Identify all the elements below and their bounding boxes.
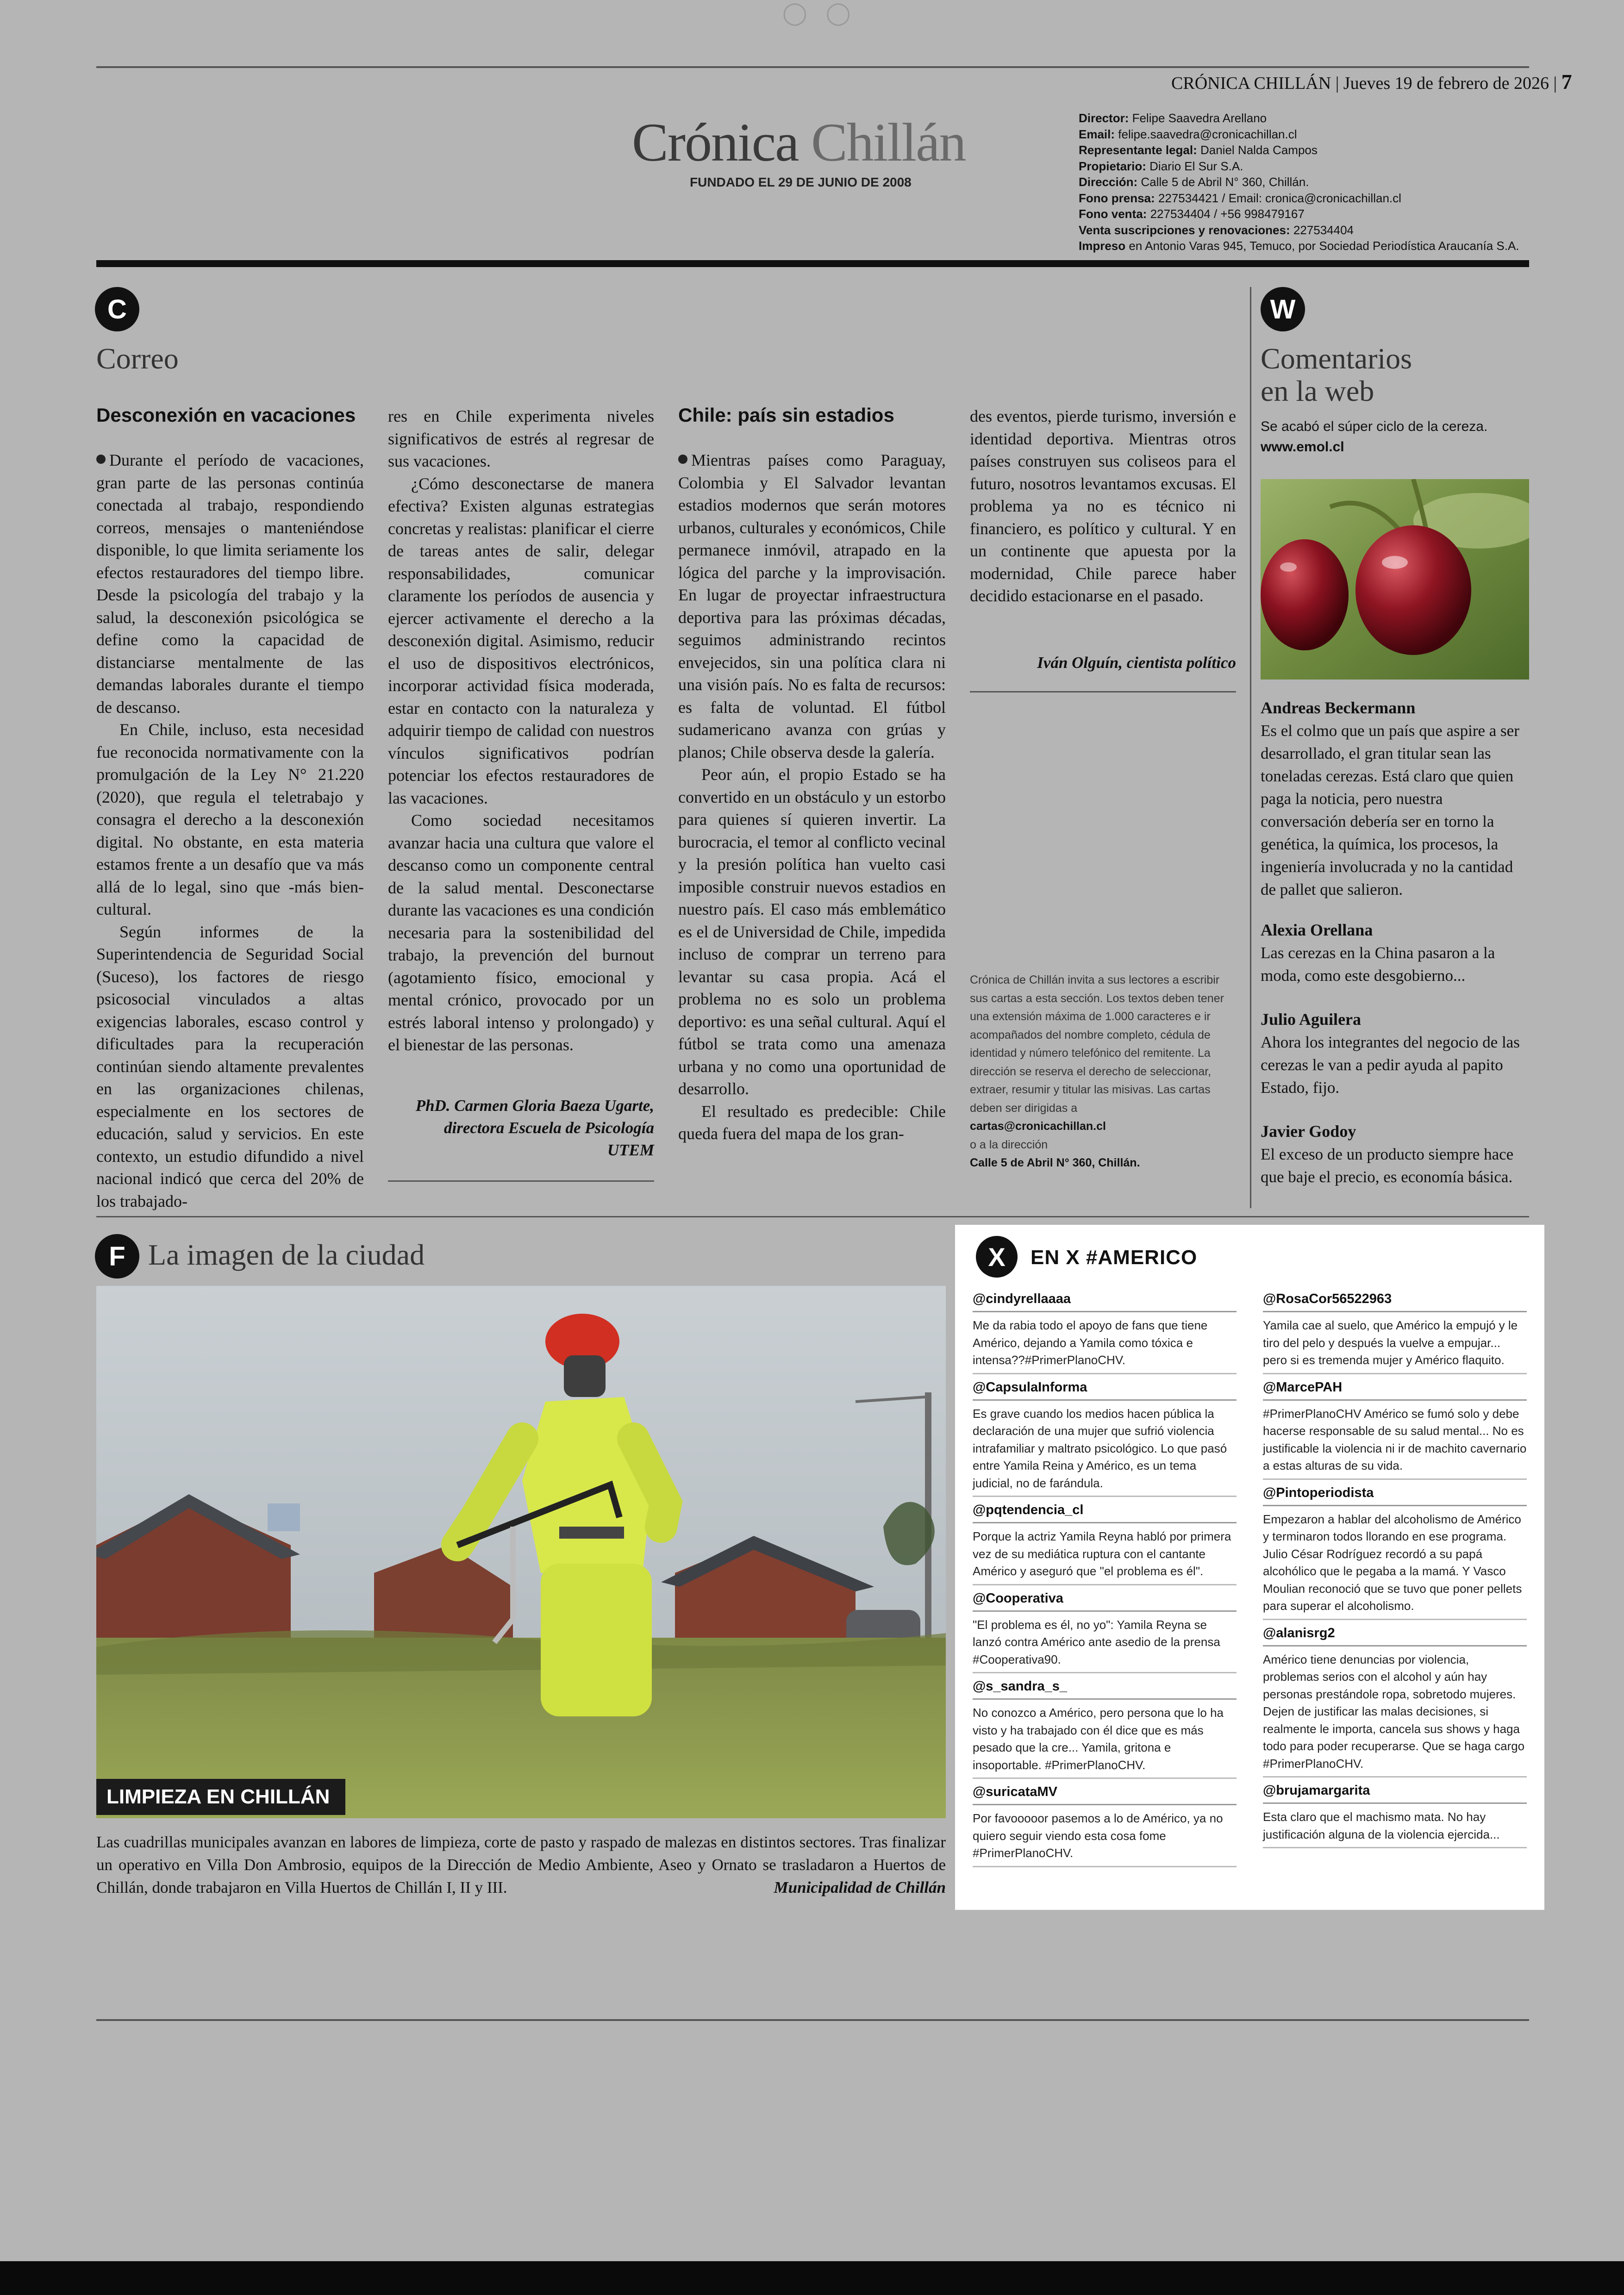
header-bar	[96, 260, 1529, 267]
web-title-line-1: Comentarios	[1261, 342, 1412, 375]
credit-row	[1079, 142, 1519, 158]
caption-text: Las cuadrillas municipales avanzan en labores de limpieza, corte de pasto y raspado de malezas en distintos sectores. Tras finalizar un operativo en Villa Don Ambrosio, equipos de la Dirección de Medio Ambiente, Aseo y Ornato se trasladaron a Huertos de Chillán, donde trabajaron en Villa Huertos de Chillán I, II y III.	[96, 1833, 946, 1896]
credit-label: Dirección:	[1079, 175, 1138, 189]
notice-address: Calle 5 de Abril N° 360, Chillán.	[970, 1156, 1140, 1169]
x-post-text: No conozco a Américo, pero persona que lo ha visto y ha trabajado con él dice que es más pesado que la cre... Yamila, gritona e insoportable. #PrimerPlanoCHV.	[973, 1704, 1237, 1779]
x-post-handle: @brujamargarita	[1263, 1781, 1527, 1804]
bottom-bar	[0, 2261, 1624, 2295]
x-post-text: Yamila cae al suelo, que Américo la empujó y le tiro del pelo y después la vuelve a empujar... pero si es tremenda mujer y Américo flaquito.	[1263, 1317, 1527, 1374]
credit-value: Felipe Saavedra Arellano	[1132, 111, 1267, 125]
paragraph	[96, 921, 364, 1213]
folio: CRÓNICA CHILLÁN | Jueves 19 de febrero de 2026 | 7	[1171, 70, 1572, 94]
paragraph	[678, 449, 946, 763]
x-section-title: EN X #AMERICO	[1031, 1246, 1198, 1269]
web-title-line-2: en la web	[1261, 374, 1374, 407]
x-badge: X	[976, 1236, 1018, 1278]
paragraph	[96, 449, 364, 718]
x-post-handle: @alanisrg2	[1263, 1624, 1527, 1646]
paragraph-text: ¿Cómo desconectarse de manera efectiva? Existen algunas estrategias concretas y realistas: planificar el cierre de tareas antes de salir, delegar responsabilidades, comunicar claramente los períodos de ausencia y ejercer activamente el derecho a la desconexión digital. Asimismo, reducir el uso de dispositivos electrónicos, incorporar actividad física moderada, estar en contacto con la naturaleza y adquirir tiempo de calidad con nuestros vínculos significativos podrían potenciar los efectos restauradores de las vacaciones.	[388, 474, 654, 807]
comment-author: Andreas Beckermann	[1261, 698, 1416, 717]
photo-tag: LIMPIEZA EN CHILLÁN	[96, 1779, 345, 1815]
comment-text: Ahora los integrantes del negocio de las cerezas le van a pedir ayuda al papito Estado, fijo.	[1261, 1033, 1520, 1097]
web-source: www.emol.cl	[1261, 439, 1344, 455]
bullet-dot	[678, 455, 687, 464]
photo-credit: Municipalidad de Chillán	[774, 1878, 946, 1896]
credit-row	[1079, 158, 1519, 175]
credit-value: Calle 5 de Abril N° 360, Chillán.	[1141, 175, 1309, 189]
comment-text: Las cerezas en la China pasaron a la moda, como este desgobierno...	[1261, 944, 1495, 985]
web-comment	[1261, 1120, 1531, 1188]
signature-line: directora Escuela de Psicología	[444, 1119, 654, 1137]
x-post-text: Porque la actriz Yamila Reyna habló por primera vez de su mediática ruptura con el cantante Américo y aseguró que "el problema es él".	[973, 1528, 1237, 1585]
x-post-handle: @CapsulaInforma	[973, 1378, 1237, 1401]
credit-value: 227534404 / +56 998479167	[1150, 207, 1305, 221]
paragraph-text: des eventos, pierde turismo, inversión e identidad deportiva. Mientras otros países construyen sus coliseos para el futuro, nosotros levantamos excusas. El problema ya no es técnico ni financiero, es político y cultural. Y en un continente que apuesta por la modernidad, Chile parece haber decidido estacionarse en el pasado.	[970, 407, 1236, 605]
x-post-text: Américo tiene denuncias por violencia, problemas serios con el alcohol y aún hay personas prestándole ropa, sobretodo mujeres. Dejen de justificar las malas decisiones, si realmente le importa, cancela sus shows y haga todo para poder recuperarse. Que se haga cargo #PrimerPlanoCHV.	[1263, 1651, 1527, 1778]
letter2-headline: Chile: país sin estadios	[678, 404, 894, 426]
credit-row	[1079, 238, 1519, 254]
paragraph-text: Como sociedad necesitamos avanzar hacia una cultura que valore el descanso como un componente central de la salud mental. Desconectarse durante las vacaciones es una condición necesaria para la sostenibilidad del trabajo, la prevención del burnout (agotamiento físico, emocional y mental crónico, provocado por un estrés laboral intenso y prolongado) y el bienestar de las personas.	[388, 811, 654, 1054]
paragraph-text: res en Chile experimenta niveles significativos de estrés al regresar de sus vacaciones.	[388, 407, 654, 470]
x-section-box	[955, 1225, 1544, 1910]
paragraph	[96, 718, 364, 921]
paragraph	[388, 809, 654, 1056]
bottom-rule	[96, 2019, 1529, 2021]
letter2-column-1	[678, 449, 946, 1145]
x-post-text: Esta claro que el machismo mata. No hay justificación alguna de la violencia ejercida...	[1263, 1809, 1527, 1848]
x-post-text: Por favooooor pasemos a lo de Américo, ya no quiero seguir viendo esta cosa fome #PrimerPlanoCHV.	[973, 1810, 1237, 1867]
correo-title: Correo	[96, 342, 179, 375]
web-badge: W	[1261, 287, 1305, 331]
notice-or: o a la dirección	[970, 1138, 1048, 1151]
credit-label: Director:	[1079, 111, 1129, 125]
letter2-column-2	[970, 405, 1236, 607]
signature-line: UTEM	[607, 1141, 654, 1159]
notice-text: Crónica de Chillán invita a sus lectores a escribir sus cartas a esta sección. Los textos deben tener una extensión máxima de 1.000 caracteres e ir acompañados del nombre completo, cédula de identidad y número telefónico del remitente. La dirección se reserva el derecho de seleccionar, extraer, resumir y titular las misivas. Las cartas deben ser dirigidas a	[970, 973, 1224, 1115]
letter1-end-rule	[388, 1180, 654, 1182]
credit-row	[1079, 110, 1519, 126]
comment-author: Julio Aguilera	[1261, 1010, 1362, 1029]
credit-value: Diario El Sur S.A.	[1149, 159, 1243, 173]
credit-value: felipe.saavedra@cronicachillan.cl	[1118, 127, 1297, 141]
credit-value: 227534404	[1293, 223, 1354, 237]
x-post-handle: @s_sandra_s_	[973, 1677, 1237, 1700]
signature-line: PhD. Carmen Gloria Baeza Ugarte,	[415, 1097, 654, 1115]
founded-line: FUNDADO EL 29 DE JUNIO DE 2008	[690, 175, 912, 189]
x-post-text: Empezaron a hablar del alcoholismo de Américo y terminaron todos llorando en ese programa. Julio César Rodríguez recordó a su papá alcohólico que le pegaba a la mamá. Y Vasco Moulian reconoció que se tuvo que poner pellets para superar el alcoholismo.	[1263, 1511, 1527, 1620]
web-comment	[1261, 1008, 1531, 1099]
page-indicator-dots: ◯ ◯	[782, 1, 851, 25]
comment-author: Alexia Orellana	[1261, 921, 1373, 939]
letter2-signature	[970, 652, 1236, 674]
x-post-text: Me da rabia todo el apoyo de fans que tiene Américo, dejando a Yamila como tóxica e intensa??#PrimerPlanoCHV.	[973, 1317, 1237, 1374]
letter1-headline: Desconexión en vacaciones	[96, 404, 356, 426]
correo-badge: C	[95, 287, 139, 331]
credit-label: Fono prensa:	[1079, 191, 1155, 205]
paragraph-text: En Chile, incluso, esta necesidad fue reconocida normativamente con la promulgación de la Ley N° 21.220 (2020), que regula el teletrabajo y consagra el derecho a la desconexión digital. No obstante, en esta materia estamos frente a un desafío que va más allá de lo legal, sino que -más bien- cultural.	[96, 720, 364, 918]
credit-label: Propietario:	[1079, 159, 1146, 173]
web-article-title: Se acabó el súper ciclo de la cereza.	[1261, 419, 1488, 434]
credit-row	[1079, 190, 1519, 206]
x-left-column	[973, 1290, 1237, 1871]
paragraph	[388, 405, 654, 473]
comment-author: Javier Godoy	[1261, 1122, 1356, 1141]
credit-row	[1079, 222, 1519, 238]
letters-notice	[970, 971, 1234, 1172]
paragraph-text: Según informes de la Superintendencia de Seguridad Social (Suceso), los factores de riesgo psicosocial vinculados a altas exigencias laborales, escaso control y dificultades para la recuperación continúan siendo altamente prevalentes en las organizaciones chilenas, especialmente en los sectores de educación, salud y servicios. En este contexto, un estudio difundido a nivel nacional indicó que cerca del 20% de los trabajado-	[96, 922, 364, 1210]
letter1-column-1	[96, 449, 364, 1212]
comment-text: Es el colmo que un país que aspire a ser desarrollado, el gran titular sean las toneladas cerezas. Está claro que quien paga la noticia, pero nuestra conversación debería ser en torno la genética, la química, los procesos, la ingeniería involucrada y no la cantidad de pallet que salieron.	[1261, 722, 1519, 898]
credit-value: 227534421 / Email: cronica@cronicachillan.cl	[1158, 191, 1401, 205]
x-right-column	[1263, 1290, 1527, 1852]
credit-label: Impreso	[1079, 239, 1126, 253]
section-rule	[96, 1216, 1529, 1217]
ciudad-badge: F	[95, 1234, 139, 1278]
web-comment	[1261, 919, 1531, 987]
x-post-handle: @Pintoperiodista	[1263, 1484, 1527, 1506]
x-post-text: "El problema es él, no yo": Yamila Reyna se lanzó contra Américo ante asedio de la prensa #Cooperativa90.	[973, 1616, 1237, 1674]
credit-value: en Antonio Varas 945, Temuco, por Sociedad Periodística Araucanía S.A.	[1129, 239, 1519, 253]
letter1-signature	[388, 1095, 654, 1161]
credit-row	[1079, 126, 1519, 143]
city-photo	[96, 1286, 946, 1818]
cherries-photo	[1261, 479, 1529, 680]
newspaper-logo	[632, 111, 965, 174]
x-post-handle: @pqtendencia_cl	[973, 1501, 1237, 1523]
paragraph-text: Peor aún, el propio Estado se ha convertido en un obstáculo y un estorbo para quienes sí quieren invertir. La burocracia, el temor al conflicto vecinal y la presión política han vuelto casi imposible construir nuevos estadios en nuestro país. El caso más emblemático es el de Universidad de Chile, impedida incluso de comprar un terreno para levantar su casa propia. Acá el problema no es solo un problema deportivo: es una señal cultural. Aquí el fútbol se trata como una amenaza urbana y no como una oportunidad de desarrollo.	[678, 765, 946, 1098]
paragraph	[678, 763, 946, 1100]
x-post-text: Es grave cuando los medios hacen pública la declaración de una mujer que sufrió violencia intrafamiliar y maltrato psicológico. Lo que pasó entre Yamila Reina y Américo, es un tema judicial, no de farándula.	[973, 1405, 1237, 1497]
web-title	[1261, 343, 1412, 407]
paragraph	[388, 473, 654, 810]
paragraph	[970, 405, 1236, 607]
top-rule	[96, 66, 1529, 68]
paragraph	[678, 1100, 946, 1145]
ciudad-title: La imagen de la ciudad	[148, 1238, 425, 1271]
credit-label: Representante legal:	[1079, 143, 1197, 157]
paragraph-text: Mientras países como Paraguay, Colombia y El Salvador levantan estadios modernos que serán motores urbanos, culturales y económicos, Chile permanece inmóvil, atrapado en la lógica del parche y la improvisación. En lugar de proyectar infraestructura deportiva para las próximas décadas, seguimos administrando recintos envejecidos, sin una política clara ni una visión país. No es falta de recursos: es falta de voluntad. El fútbol sudamericano avanza con grúas y planos; Chile observa desde la galería.	[678, 451, 946, 761]
folio-paper: CRÓNICA CHILLÁN	[1171, 74, 1331, 93]
web-subtitle	[1261, 417, 1487, 457]
staff-credits	[1079, 110, 1519, 254]
folio-date: Jueves 19 de febrero de 2026	[1343, 74, 1549, 93]
notice-email: cartas@cronicachillan.cl	[970, 1120, 1106, 1133]
column-separator	[1250, 287, 1251, 1208]
credit-row	[1079, 206, 1519, 222]
bullet-dot	[96, 455, 106, 464]
comment-text: El exceso de un producto siempre hace que baje el precio, es economía básica.	[1261, 1145, 1514, 1186]
x-post-handle: @RosaCor56522963	[1263, 1290, 1527, 1312]
credit-value: Daniel Nalda Campos	[1200, 143, 1318, 157]
page-number: 7	[1561, 70, 1572, 94]
credit-label: Venta suscripciones y renovaciones:	[1079, 223, 1290, 237]
credit-row	[1079, 174, 1519, 190]
letter1-column-2	[388, 405, 654, 1056]
x-post-handle: @Cooperativa	[973, 1589, 1237, 1612]
x-post-text: #PrimerPlanoCHV Américo se fumó solo y debe hacerse responsable de su salud mental... No es justificable la violencia ni ir de machito cavernario a estas alturas de su vida.	[1263, 1405, 1527, 1480]
credit-label: Email:	[1079, 127, 1115, 141]
letter2-end-rule	[970, 691, 1236, 692]
x-post-handle: @MarcePAH	[1263, 1378, 1527, 1401]
logo-word-2: Chillán	[811, 112, 966, 173]
x-post-handle: @cindyrellaaaa	[973, 1290, 1237, 1312]
web-comment	[1261, 697, 1531, 901]
signature-line: Iván Olguín, cientista político	[1037, 654, 1236, 672]
paragraph-text: Durante el período de vacaciones, gran parte de las personas continúa conectada al trabajo, respondiendo correos, mensajes o manteniéndose disponible, lo que limita seriamente los efectos restauradores del tiempo libre. Desde la psicología del trabajo y la salud, la desconexión psicológica se define como la capacidad de distanciarse mentalmente de las demandas laborales durante el tiempo de descanso.	[96, 451, 364, 717]
x-post-handle: @suricataMV	[973, 1783, 1237, 1805]
logo-word-1: Crónica	[632, 112, 799, 173]
paragraph-text: El resultado es predecible: Chile queda fuera del mapa de los gran-	[678, 1102, 946, 1143]
photo-caption	[96, 1831, 946, 1899]
credit-label: Fono venta:	[1079, 207, 1147, 221]
